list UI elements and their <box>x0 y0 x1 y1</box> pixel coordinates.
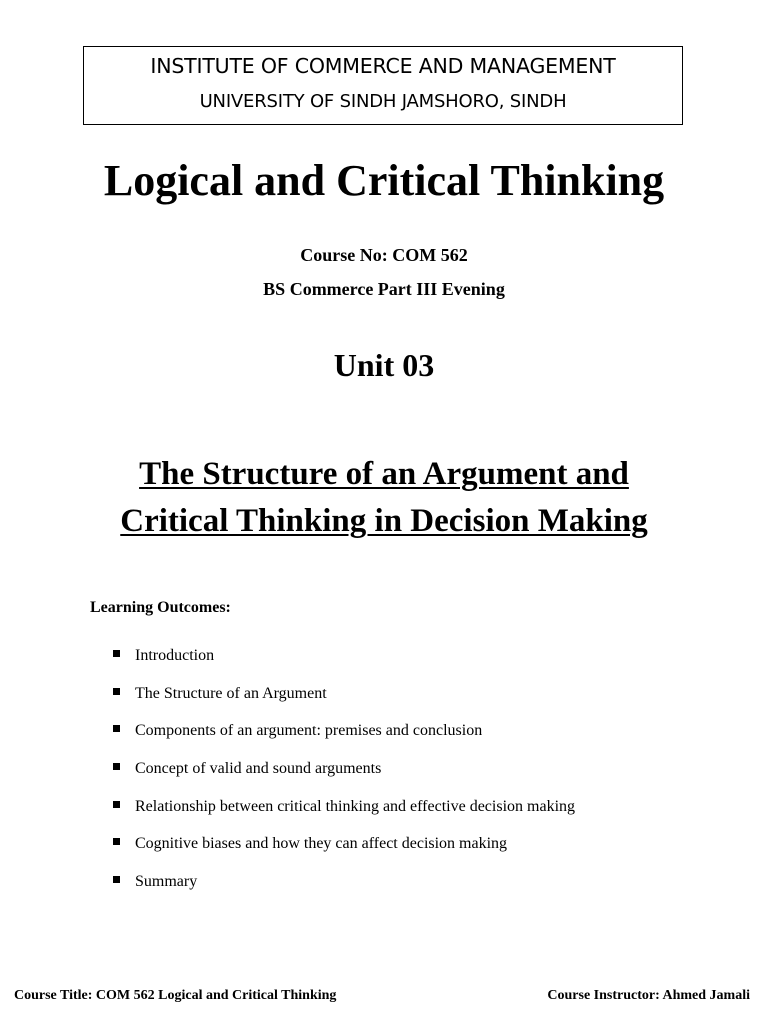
learning-outcomes-heading: Learning Outcomes: <box>90 599 231 616</box>
list-item-text: Components of an argument: premises and conclusion <box>135 722 483 740</box>
list-item <box>113 646 575 684</box>
learning-outcomes-list <box>113 646 575 910</box>
course-title: Logical and Critical Thinking <box>103 156 665 205</box>
list-item <box>113 721 575 759</box>
list-item-text: The Structure of an Argument <box>135 684 327 702</box>
square-bullet-icon <box>113 725 120 732</box>
list-item-text: Summary <box>135 873 198 891</box>
course-number: Course No: COM 562 <box>300 245 468 265</box>
square-bullet-icon <box>113 876 120 883</box>
list-item-text: Relationship between critical thinking and effective decision making <box>135 797 576 815</box>
list-item-text: Concept of valid and sound arguments <box>135 760 382 778</box>
program-name: BS Commerce Part III Evening <box>263 279 505 299</box>
university-name: UNIVERSITY OF SINDH JAMSHORO, SINDH <box>199 91 567 112</box>
institute-name: INSTITUTE OF COMMERCE AND MANAGEMENT <box>150 54 616 78</box>
square-bullet-icon <box>113 763 120 770</box>
square-bullet-icon <box>113 801 120 808</box>
list-item-text: Cognitive biases and how they can affect decision making <box>135 835 508 853</box>
square-bullet-icon <box>113 688 120 695</box>
list-item <box>113 797 575 835</box>
footer-instructor: Course Instructor: Ahmed Jamali <box>547 988 750 1003</box>
square-bullet-icon <box>113 838 120 845</box>
list-item <box>113 872 575 910</box>
unit-number: Unit 03 <box>333 347 435 383</box>
list-item-text: Introduction <box>135 647 215 664</box>
unit-title-line-2: Critical Thinking in Decision Making <box>120 503 648 539</box>
footer-course-title: Course Title: COM 562 Logical and Critical Thinking <box>14 988 337 1003</box>
list-item <box>113 684 575 722</box>
unit-title <box>0 451 768 545</box>
list-item <box>113 834 575 872</box>
square-bullet-icon <box>113 650 120 657</box>
institution-header-box <box>83 46 683 125</box>
unit-title-line-1: The Structure of an Argument and <box>139 456 629 492</box>
list-item <box>113 759 575 797</box>
